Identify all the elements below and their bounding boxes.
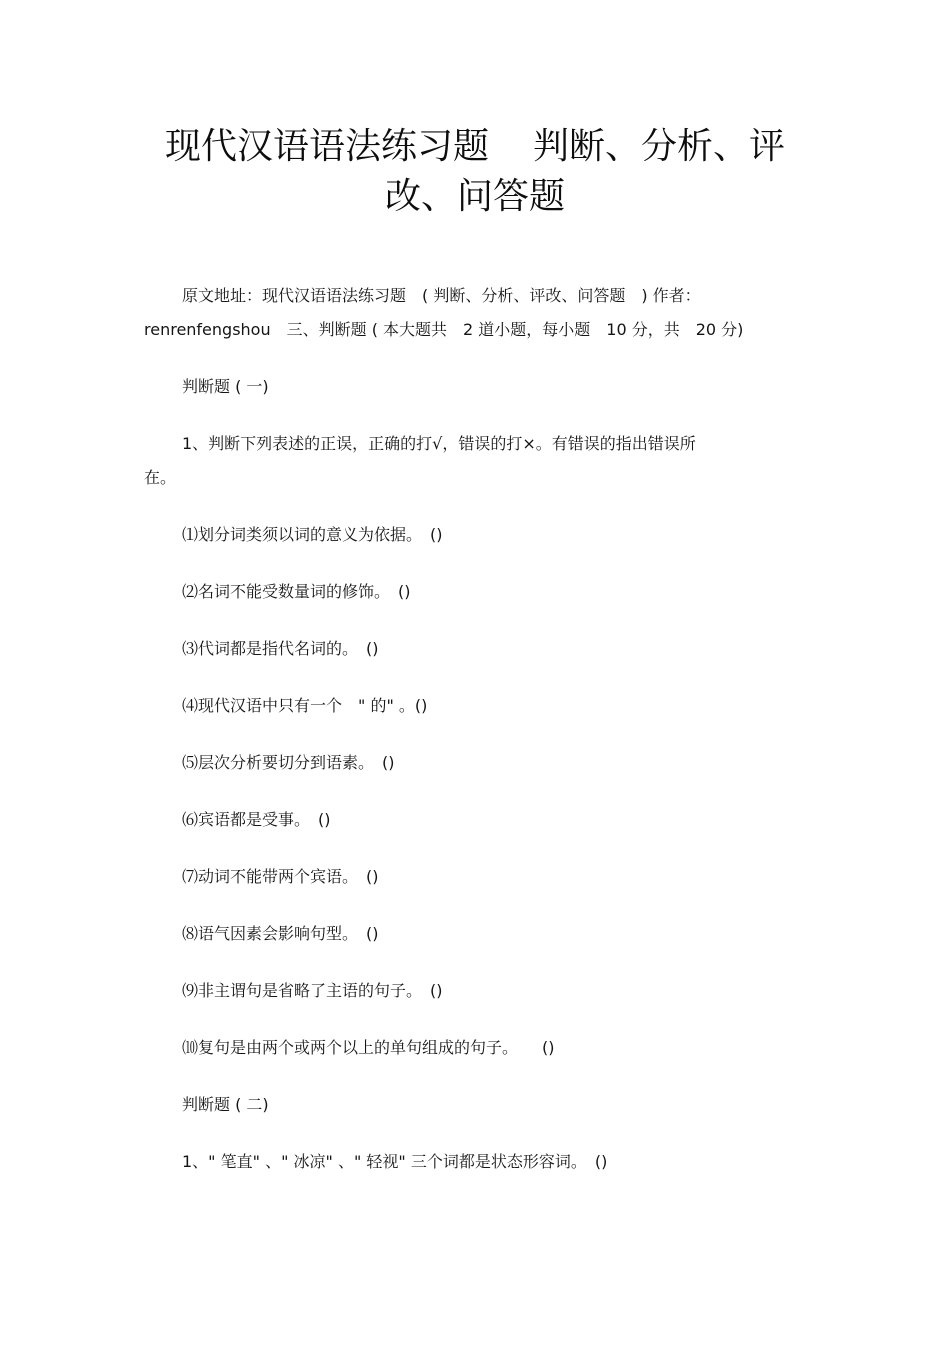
- intro-line-1: 原文地址：现代汉语语法练习题 ( 判断、分析、评改、问答题 ) 作者：: [182, 286, 701, 305]
- judgment-item: ⑵名词不能受数量词的修饰。 (): [182, 582, 411, 601]
- section-heading-2: 判断题 ( 二): [182, 1095, 269, 1114]
- judgment-item: ⑻语气因素会影响句型。 (): [182, 924, 379, 943]
- judgment-item: ⑷现代汉语中只有一个 " 的" 。(): [182, 696, 428, 715]
- judgment-item: ⑼非主谓句是省略了主语的句子。 (): [182, 981, 443, 1000]
- judgment-item: ⑺动词不能带两个宾语。 (): [182, 867, 379, 886]
- instruction-line-1: 1、判断下列表述的正误，正确的打√，错误的打×。有错误的指出错误所: [182, 434, 696, 453]
- title-part-3: 改、问答题: [384, 176, 565, 217]
- judgment-item: ⑴划分词类须以词的意义为依据。 (): [182, 525, 443, 544]
- judgment-item: ⑸层次分析要切分到语素。 (): [182, 753, 395, 772]
- section-heading-1: 判断题 ( 一): [182, 377, 269, 396]
- instruction-line-2: 在。: [144, 468, 177, 487]
- judgment-item: ⑶代词都是指代名词的。 (): [182, 639, 379, 658]
- judgment-item: ⑽复句是由两个或两个以上的单句组成的句子。 (): [182, 1038, 555, 1057]
- section2-item-1: 1、" 笔直" 、" 冰凉" 、" 轻视" 三个词都是状态形容词。 (): [182, 1152, 608, 1171]
- judgment-item: ⑹宾语都是受事。 (): [182, 810, 331, 829]
- title-part-1: 现代汉语语法练习题: [164, 126, 489, 167]
- intro-line-2: renrenfengshou 三、判断题 ( 本大题共 2 道小题，每小题 10 分，共 20 分): [144, 320, 744, 339]
- document-title: [120, 122, 830, 222]
- title-part-2: 判断、分析、评: [533, 126, 786, 167]
